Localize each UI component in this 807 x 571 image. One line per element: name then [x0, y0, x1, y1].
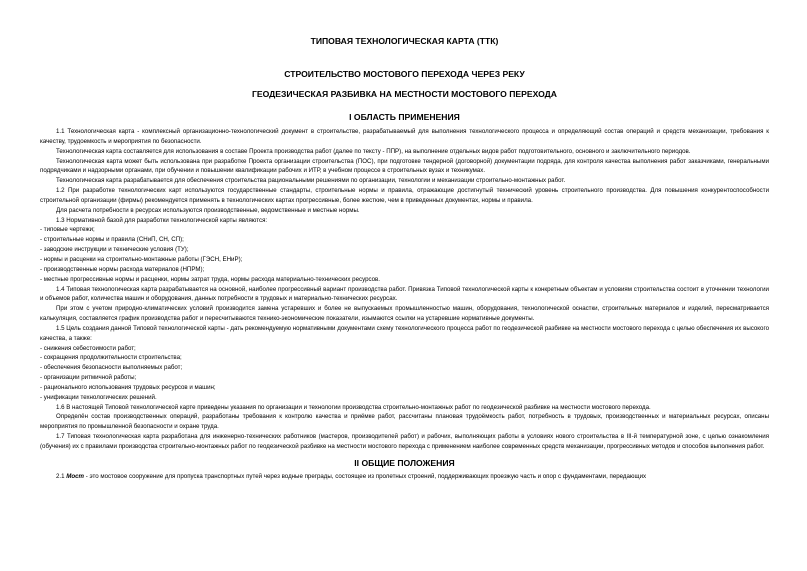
paragraph-1-1: 1.1 Технологическая карта - комплексный организационно-технологический документ в строительстве, разрабатываемый для выполнения технологического процесса и определяющий состав операций и средств механизации, требования к качеству, трудоемкость и мероприятия по безопасности. — [40, 128, 769, 145]
term-bridge: Мост — [66, 472, 85, 480]
paragraph-1-6: 1.6 В настоящей Типовой технологической карте приведены указания по организации и технологии производства строительно-монтажных работ по геодезической разбивке на местности мостового перехода. — [56, 403, 651, 411]
list-item: - строительные нормы и правила (СНиП, СН, СП); — [40, 236, 184, 244]
list-normative-base — [40, 225, 769, 284]
section-2-heading: II ОБЩИЕ ПОЛОЖЕНИЯ — [354, 457, 455, 468]
list-item: - рационального использования трудовых ресурсов и машин; — [40, 383, 216, 391]
document-title: ТИПОВАЯ ТЕХНОЛОГИЧЕСКАЯ КАРТА (ТТК) — [310, 36, 499, 46]
paragraph-1-7: 1.7 Типовая технологическая карта разработана для инженерно-технических работников (мастеров, производителей работ) и рабочих, выполняющих работы в условиях нового строительства в III-й температурной зоне, с целью ознакомления (обучения) их с правилами производства строительно-монтажных работ по геодезической разбивке на местности мостового перехода с применением наиболее современных средств механизации, прогрессивных методов и способов выполнения работ. — [40, 433, 769, 450]
paragraph-2-1: 2.1 Мост - это мостовое сооружение для пропуска транспортных путей через водные преграды, состоящее из пролетных строений, поддерживающих проезжую часть и опор с фундаментами, передающих — [56, 472, 647, 480]
paragraph-1-4b: При этом с учетом природно-климатических условий производится замена устаревших и более не выпускаемых промышленностью машин, оборудования, технологической оснастки, строительных материалов и изделий, пересматривается калькуляция, составляется график производства работ и пересчитываются технико-экономические показатели, изымаются ссылки на устаревшие нормативные документы. — [40, 305, 769, 323]
list-item: - производственные нормы расхода материалов (НПРМ); — [40, 265, 205, 273]
list-item: - местные прогрессивные нормы и расценки, нормы затрат труда, нормы расхода материально-технических ресурсов. — [40, 275, 381, 283]
paragraph-1-1c: Технологическая карта может быть использована при разработке Проекта организации строительства (ПОС), при подготовке тендерной (договорной) документации подряда, для контроля качества выполнения работ заказчиками, генеральными подрядчиками и надзорными органами, при обучении и повышении квалификации рабочих и ИТР, в учебном процессе в строительных вузах и техникумах. — [40, 157, 769, 175]
list-item: - унификации технологических решений. — [40, 393, 157, 401]
paragraph-1-1b: Технологическая карта составляется для использования в составе Проекта производства работ (далее по тексту - ППР), на выполнение отдельных видов работ подготовительного, основного и заключительного периодов. — [56, 147, 691, 155]
list-item: - обеспечения безопасности выполняемых работ; — [40, 364, 183, 372]
document-subtitle-2: ГЕОДЕЗИЧЕСКАЯ РАЗБИВКА НА МЕСТНОСТИ МОСТОВОГО ПЕРЕХОДА — [251, 89, 558, 99]
list-item: - снижения себестоимости работ; — [40, 344, 136, 352]
paragraph-1-5: 1.5 Цель создания данной Типовой технологической карты - дать рекомендуемую нормативными документами схему технологического процесса работ по геодезической разбивке на местности мостового перехода с целью обеспечения их высокого качества, а также: — [40, 324, 769, 342]
list-item: - заводские инструкции и технические условия (ТУ); — [40, 246, 189, 254]
paragraph-1-4: 1.4 Типовая технологическая карта разрабатывается на основной, наиболее прогрессивный вариант производства работ. Привязка Типовой технологической карты к конкретным объектам и условиям строительства состоит в уточнении технологии и объемов работ, количества машин и оборудования, данных потребности в трудовых и материально-технических ресурсах. — [40, 285, 769, 303]
paragraph-1-2: 1.2 При разработке технологических карт используются государственные стандарты, строительные нормы и правила, отражающие достигнутый технический уровень строительного производства. Для повышения конкурентоспособности строительной организации (фирмы) рекомендуется применять в технологических картах прогрессивные, более жесткие, чем в приведенных документах, нормы и правила. — [40, 187, 769, 204]
list-item: - сокращения продолжительности строительства; — [40, 354, 182, 362]
paragraph-1-6b: Определён состав производственных операций, разработаны требования к контролю качества и приёмке работ, рассчитаны плановая трудоёмкость работ, потребность в трудовых, производственных и материальных ресурсах, описаны мероприятия по промышленной безопасности и охране труда. — [40, 413, 769, 431]
section-1-heading: I ОБЛАСТЬ ПРИМЕНЕНИЯ — [349, 112, 460, 122]
list-item: - организации ритмичной работы; — [40, 374, 137, 382]
paragraph-1-1d: Технологическая карта разрабатывается для обеспечения строительства рациональными решениями по организации, технологии и механизации строительно-монтажных работ. — [56, 177, 566, 185]
paragraph-1-2b: Для расчета потребности в ресурсах используются производственные, ведомственные и местные нормы. — [56, 206, 360, 214]
list-item: - нормы и расценки на строительно-монтажные работы (ГЭСН, ЕНиР); — [40, 255, 243, 263]
document-subtitle-1: СТРОИТЕЛЬСТВО МОСТОВОГО ПЕРЕХОДА ЧЕРЕЗ РЕКУ — [284, 69, 525, 79]
list-goals — [40, 344, 769, 403]
paragraph-1-3: 1.3 Нормативной базой для разработки технологической карты являются: — [56, 216, 268, 224]
list-item: - типовые чертежи; — [40, 226, 95, 234]
